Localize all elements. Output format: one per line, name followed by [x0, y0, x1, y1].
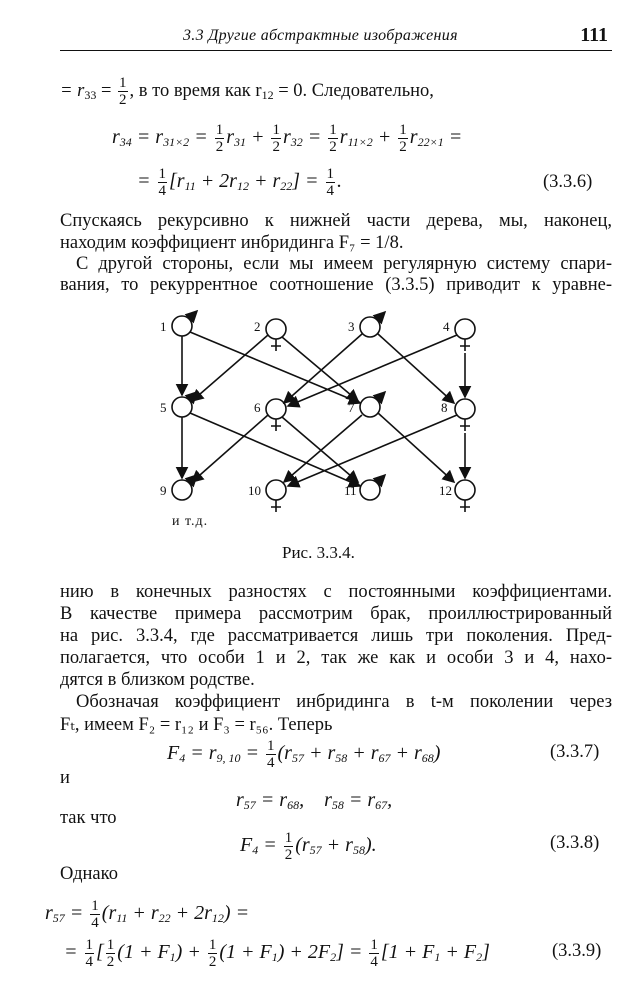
node-label: 4 [443, 319, 450, 334]
equation-3-3-9-line1: $r_{57}$ = $\frac{1}{4}$ $(r_{11} + r_{22} + 2r_{12})$ = [45, 898, 250, 931]
text-and: и [60, 768, 70, 788]
equation-3-3-8: $F_4$ = $\frac{1}{2}$ $(r_{57} + r_{58})$. [240, 830, 377, 863]
running-header [0, 0, 640, 50]
node-label: 12 [439, 483, 452, 498]
paragraph-line: вания, то рекуррентное соотношение (3.3.5) приводит к уравне- [60, 275, 612, 295]
equation-number: (3.3.9) [552, 941, 602, 961]
node-circle [266, 319, 286, 339]
paragraph-line: Fₜ, имеем F₂ = r₁₂ и F₃ = r₅₆. Теперь [60, 715, 333, 735]
equation-3-3-7: $F_4 = r_{9, 10}$ = $\frac{1}{4}$ $(r_{57} + r_{58} + r_{67} + r_{68})$ [167, 738, 441, 771]
paragraph-line: Обозначая коэффициент инбридинга в t-м поколении через [76, 692, 612, 712]
paragraph-line: на рис. 3.3.4, где рассматривается лишь три поколения. Пред- [60, 626, 612, 646]
paragraph-line: В качестве примера рассмотрим брак, проиллюстрированный [60, 604, 612, 624]
node-label: 3 [348, 319, 355, 334]
node-label: 7 [348, 400, 355, 415]
node-circle [455, 480, 475, 500]
paragraph-line: полагается, что особи 1 и 2, так же как и особи 3 и 4, нахо- [60, 648, 612, 668]
node-label: 11 [344, 483, 357, 498]
equation-3-3-9-line2: = $\frac{1}{4}$ [ $\frac{1}{2}$ $(1 + F_1)$ + $\frac{1}{2}$ $(1 + F_1) + 2F_2$] = $\frac{1}{4}$ $[1 + F_1 + F_2]$ [64, 937, 490, 970]
text-however: Однако [60, 864, 118, 884]
figure-etc-label: и т.д. [172, 514, 209, 529]
node-circle [455, 399, 475, 419]
node-circle [266, 480, 286, 500]
section-title: 3.3 Другие абстрактные изображения [183, 27, 458, 44]
fraction: $\frac{1}{2}$ [119, 75, 127, 108]
node-label: 1 [160, 319, 167, 334]
paragraph-line: дятся в близком родстве. [60, 670, 255, 690]
equation-r57-r68: $r_{57} = r_{68}$, $r_{58} = r_{67}$, [236, 789, 393, 812]
node-label: 5 [160, 400, 167, 415]
equation-3-3-6-line2: = $\frac{1}{4}$ $[r_{11} + 2r_{12} + r_{22}]$ = $\frac{1}{4}$ . [137, 166, 343, 199]
equation-number: (3.3.7) [550, 742, 600, 762]
node-label: 9 [160, 483, 167, 498]
text-line-1: = $r_{33}$ = $\frac{1}{2}$ , в то время как $r_{12} = 0$. Следовательно, [60, 75, 434, 108]
node-circle [455, 319, 475, 339]
text-so-that: так что [60, 808, 117, 828]
paragraph-line: Спускаясь рекурсивно к нижней части дерева, мы, наконец, [60, 211, 612, 231]
equation-3-3-6-line1: $r_{34} = r_{31\times 2}$ = $\frac{1}{2}$ $r_{31}$ + $\frac{1}{2}$ $r_{32}$ = $\frac{1}{2}$ $r_{11\times 2}$ + $\frac{1}{2}$ $r_{22\times 1}$ = [112, 122, 463, 155]
equation-number: (3.3.6) [543, 172, 593, 192]
node-label: 8 [441, 400, 448, 415]
equation-number: (3.3.8) [550, 833, 600, 853]
paragraph-line: находим коэффициент инбридинга F₇ = 1/8. [60, 233, 404, 253]
node-circle [266, 399, 286, 419]
node-label: 10 [248, 483, 261, 498]
paragraph-line: нию в конечных разностях с постоянными коэффициентами. [60, 582, 612, 602]
header-rule [60, 50, 612, 51]
node-label: 6 [254, 400, 261, 415]
node-label: 2 [254, 319, 261, 334]
paragraph-line: С другой стороны, если мы имеем регулярную систему спари- [76, 254, 612, 274]
pedigree-diagram [150, 305, 500, 515]
page-number: 111 [580, 24, 608, 46]
figure-caption: Рис. 3.3.4. [282, 543, 355, 562]
